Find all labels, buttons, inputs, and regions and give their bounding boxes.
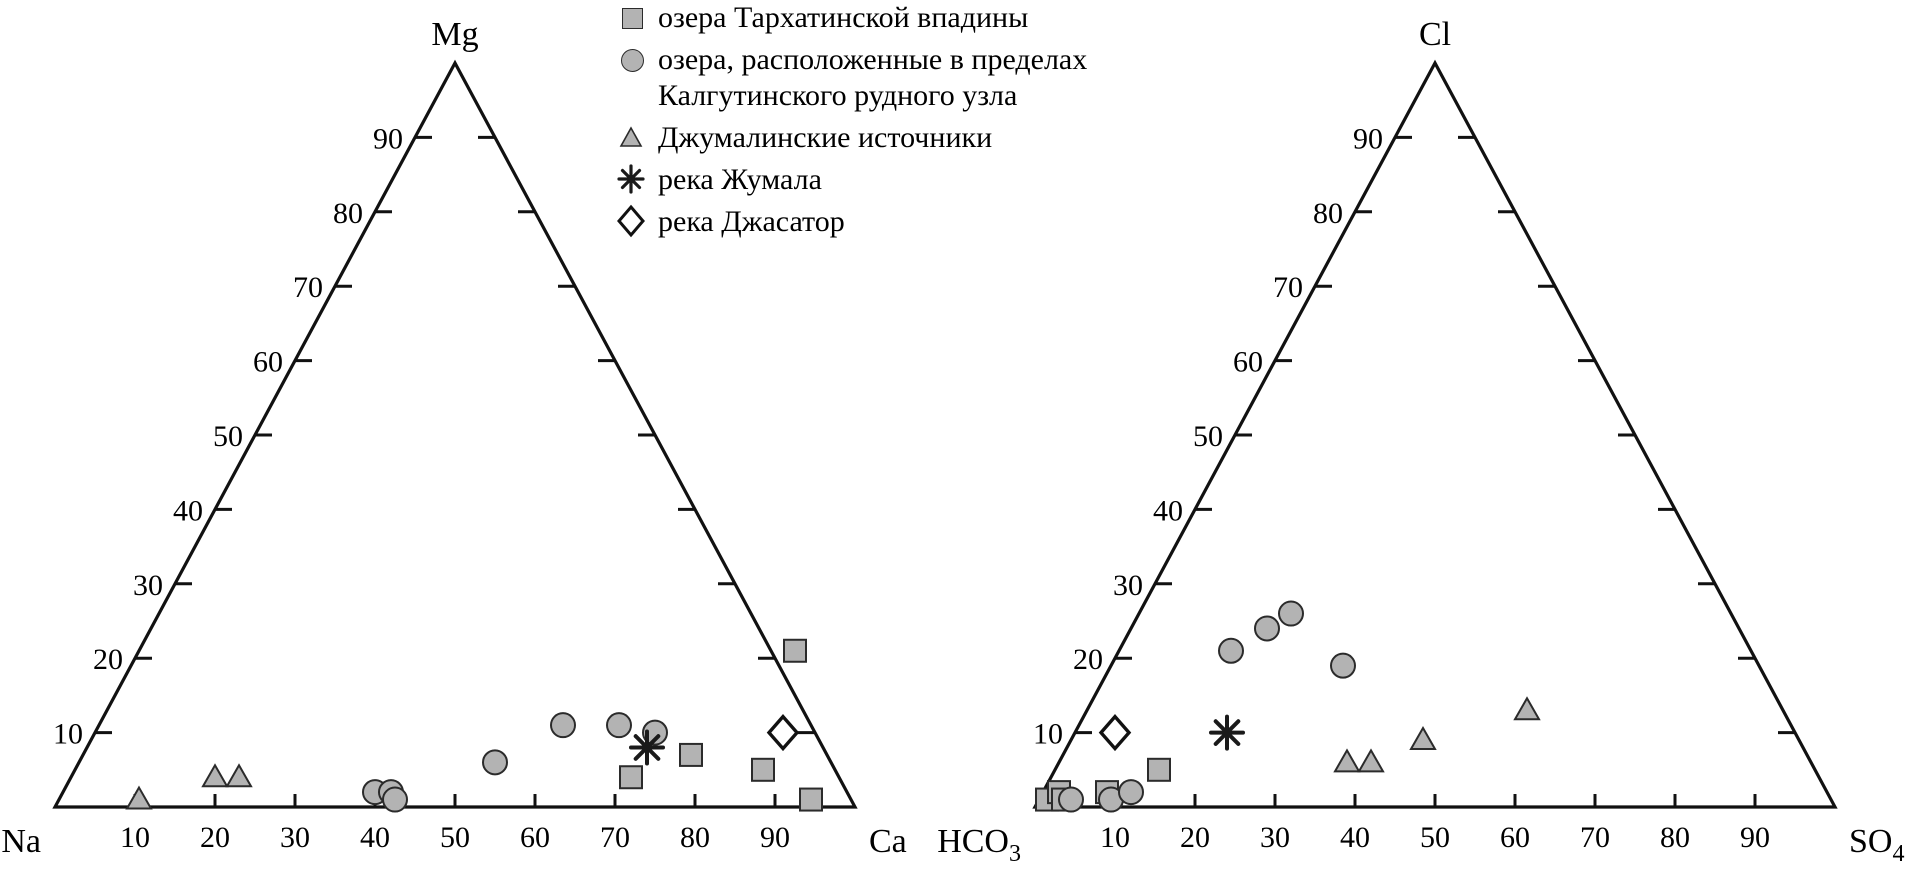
axis-tick-label: 10 <box>120 821 150 854</box>
triangle-outline <box>1035 63 1835 807</box>
axis-tick-label: 90 <box>1740 821 1770 854</box>
axis-tick-label: 20 <box>93 643 123 677</box>
ternary-plot-right <box>937 0 1929 880</box>
legend-item-label: озера, расположенные в пределах Калгутинского рудного узла <box>658 43 1088 112</box>
data-point-diamond <box>769 717 797 749</box>
axis-tick-label: 60 <box>520 821 550 854</box>
data-point-triangle <box>203 765 227 786</box>
data-point-square <box>1148 759 1170 781</box>
data-point-circle <box>607 713 631 737</box>
axis-tick-label: 90 <box>373 122 403 156</box>
data-point-square <box>680 744 702 766</box>
axis-tick-label: 80 <box>1660 821 1690 854</box>
data-point-star <box>1211 717 1243 749</box>
axis-tick-label: 30 <box>133 568 163 602</box>
data-point-triangle <box>1359 750 1383 771</box>
data-point-circle <box>1119 780 1143 804</box>
axis-tick-label: 10 <box>1100 821 1130 854</box>
axis-tick-label: 20 <box>200 821 230 854</box>
axis-tick-label: 20 <box>1180 821 1210 854</box>
axis-tick-label: 70 <box>1273 271 1303 305</box>
axis-tick-label: 60 <box>1233 345 1263 379</box>
axis-tick-label: 80 <box>680 821 710 854</box>
axis-tick-label: 50 <box>1193 420 1223 453</box>
axis-tick-label: 40 <box>173 494 203 528</box>
axis-tick-label: 30 <box>280 821 310 854</box>
data-point-circle <box>1059 788 1083 812</box>
axis-tick-label: 40 <box>360 821 390 854</box>
apex-label-left: Na <box>1 823 41 860</box>
legend-item-label: река Жумала <box>658 163 822 196</box>
axis-tick-label: 50 <box>1420 821 1450 854</box>
axis-tick-label: 90 <box>760 821 790 854</box>
apex-label-right: $SO_4$ <box>1849 823 1905 867</box>
data-point-star <box>631 731 663 763</box>
axis-tick-label: 40 <box>1340 821 1370 854</box>
data-point-triangle <box>1411 728 1435 749</box>
apex-label-left: $HCO_3$ <box>937 823 1021 867</box>
data-point-triangle <box>1335 750 1359 771</box>
triangle-outline <box>55 63 855 807</box>
legend-item-label: озера Тархатинской впадины <box>658 1 1029 34</box>
data-point-square <box>800 789 822 811</box>
axis-tick-label: 40 <box>1153 494 1183 528</box>
axis-tick-label: 80 <box>1313 196 1343 230</box>
apex-label-top: Cl <box>1418 16 1452 53</box>
axis-tick-label: 80 <box>333 196 363 230</box>
data-point-square <box>784 640 806 662</box>
axis-tick-label: 90 <box>1353 122 1383 156</box>
data-point-triangle <box>1515 698 1539 719</box>
apex-label-right: Ca <box>869 823 907 860</box>
axis-tick-label: 70 <box>600 821 630 854</box>
axis-tick-label: 60 <box>1500 821 1530 854</box>
axis-tick-label: 10 <box>1033 717 1063 751</box>
data-point-diamond <box>1101 717 1129 749</box>
data-point-circle <box>383 788 407 812</box>
data-point-square <box>752 759 774 781</box>
axis-tick-label: 30 <box>1260 821 1290 854</box>
data-point-triangle <box>127 788 151 809</box>
axis-tick-label: 10 <box>53 717 83 751</box>
axis-tick-label: 50 <box>213 420 243 453</box>
ternary-plot-left <box>0 0 920 880</box>
data-point-circle <box>1279 602 1303 626</box>
axis-tick-label: 50 <box>440 821 470 854</box>
data-point-circle <box>1219 639 1243 663</box>
axis-tick-label: 70 <box>293 271 323 305</box>
data-point-circle <box>1255 616 1279 640</box>
data-point-circle <box>1331 654 1355 678</box>
axis-tick-label: 20 <box>1073 643 1103 677</box>
axis-tick-label: 30 <box>1113 568 1143 602</box>
data-point-circle <box>483 750 507 774</box>
data-point-square <box>620 766 642 788</box>
legend-item-label: река Джасатор <box>658 205 845 238</box>
data-point-circle <box>551 713 575 737</box>
apex-label-top: Mg <box>431 16 479 53</box>
data-point-triangle <box>227 765 251 786</box>
axis-tick-label: 60 <box>253 345 283 379</box>
legend-item-label: Джумалинские источники <box>658 121 993 154</box>
axis-tick-label: 70 <box>1580 821 1610 854</box>
